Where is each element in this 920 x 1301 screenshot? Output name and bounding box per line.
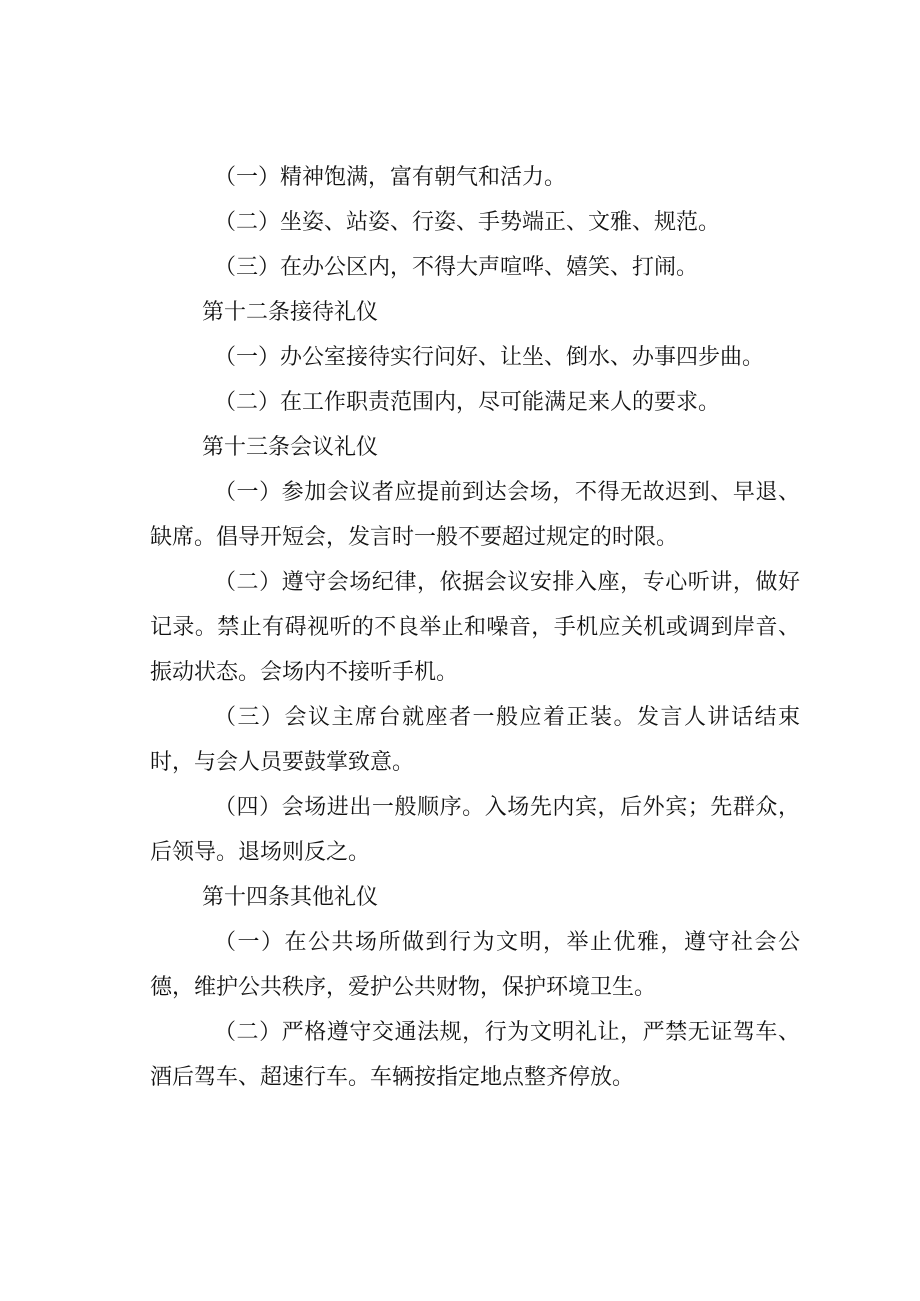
list-item: （四）会场进出一般顺序。入场先内宾，后外宾；先群众，后领导。退场则反之。 (150, 795, 800, 865)
list-item: （二）严格遵守交通法规，行为文明礼让，严禁无证驾车、酒后驾车、超速行车。车辆按指定地点整齐停放。 (150, 1020, 800, 1090)
section-heading: 第十二条接待礼仪 (202, 300, 379, 325)
list-item: （一）参加会议者应提前到达会场，不得无故迟到、早退、缺席。倡导开短会，发言时一般不要超过规定的时限。 (150, 480, 800, 550)
list-item: （三）在办公区内，不得大声喧哗、嬉笑、打闹。 (214, 255, 699, 280)
list-item: （三）会议主席台就座者一般应着正装。发言人讲话结束时，与会人员要鼓掌致意。 (150, 705, 800, 775)
list-item: （二）在工作职责范围内，尽可能满足来人的要求。 (214, 390, 721, 415)
list-item: （一）在公共场所做到行为文明，举止优雅，遵守社会公德，维护公共秩序，爱护公共财物，保护环境卫生。 (150, 930, 800, 1000)
list-item: （二）坐姿、站姿、行姿、手势端正、文雅、规范。 (214, 210, 721, 235)
list-item: （二）遵守会场纪律，依据会议安排入座，专心听讲，做好记录。禁止有碍视听的不良举止和噪音，手机应关机或调到岸音、振动状态。会场内不接听手机。 (150, 570, 800, 685)
list-item: （一）办公室接待实行问好、让坐、倒水、办事四步曲。 (214, 345, 765, 370)
document-body (150, 155, 800, 1100)
section-heading: 第十四条其他礼仪 (202, 885, 379, 910)
list-item: （一）精神饱满，富有朝气和活力。 (214, 165, 567, 190)
section-heading: 第十三条会议礼仪 (202, 435, 379, 460)
